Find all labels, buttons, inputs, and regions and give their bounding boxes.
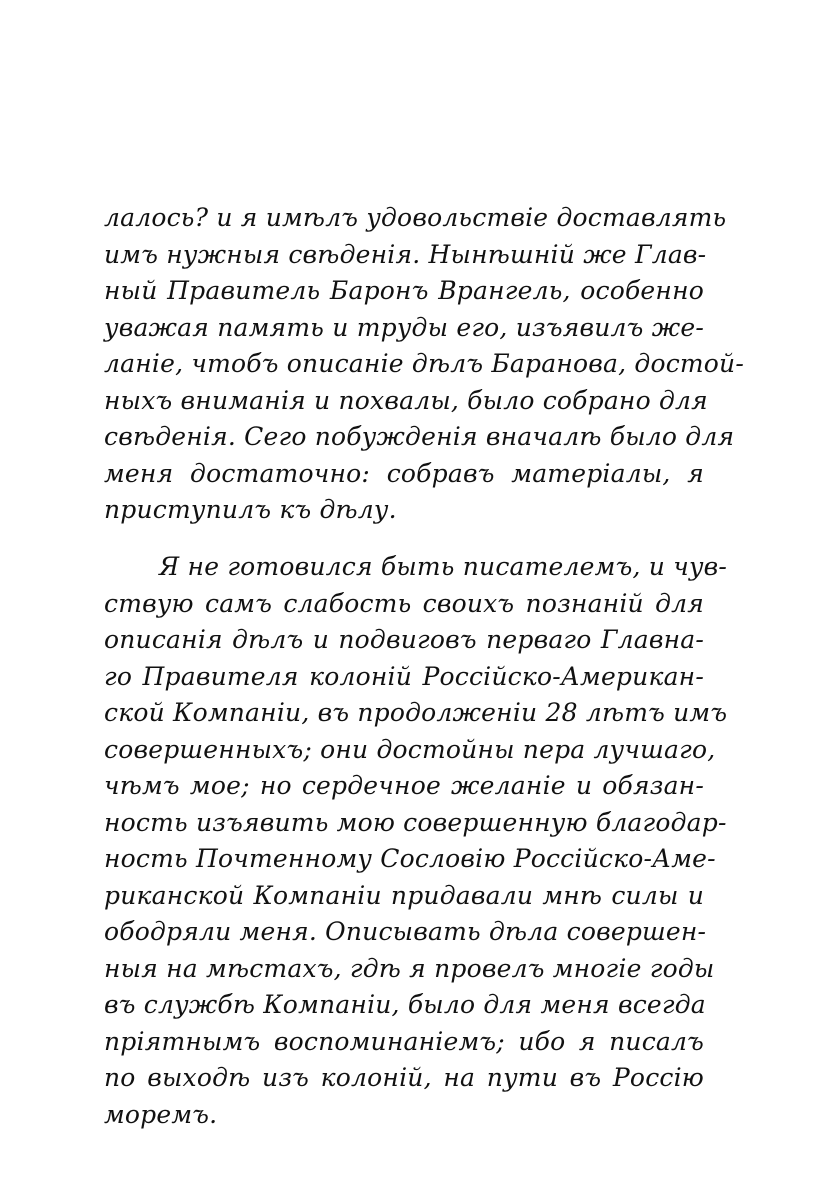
text-line: лалось? и я имѣлъ удовольствіе доставлять bbox=[104, 203, 727, 232]
text-line: ныя на мѣстахъ, гдѣ я провелъ многіе годы bbox=[104, 953, 715, 983]
text-line: свѣденія. Сего побужденія вначалѣ было для bbox=[104, 422, 735, 451]
text-line: имъ нужныя свѣденія. Нынѣшній же Глав- bbox=[104, 239, 707, 269]
text-line: приступилъ къ дѣлу. bbox=[104, 495, 397, 524]
text-line: ободряли меня. Описывать дѣла совершен- bbox=[104, 917, 707, 946]
text-line: моремъ. bbox=[104, 1099, 218, 1129]
text-line: уважая память и труды его, изъявилъ же- bbox=[104, 312, 704, 342]
text-line: го Правителя колоній Россійско-Американ- bbox=[104, 661, 704, 691]
text-line: ствую самъ слабость своихъ познаній для bbox=[104, 588, 704, 618]
text-line: по выходѣ изъ колоній, на пути въ Россію bbox=[104, 1063, 704, 1092]
paragraph-2 bbox=[104, 549, 728, 1133]
text-line: ныхъ вниманія и похвалы, было собрано для bbox=[104, 385, 708, 415]
text-line: ской Компаніи, въ продолженіи 28 лѣтъ имъ bbox=[104, 698, 728, 727]
paragraph-1 bbox=[104, 200, 745, 529]
text-line: ность изъявить мою совершенную благодар- bbox=[104, 807, 727, 837]
text-line: чѣмъ мое; но сердечное желаніе и обязан- bbox=[104, 771, 704, 800]
text-line: риканской Компаніи придавали мнѣ силы и bbox=[104, 880, 704, 910]
text-line: описанія дѣлъ и подвиговъ перваго Главна- bbox=[104, 625, 704, 654]
text-line: меня достаточно: собравъ матеріалы, я bbox=[104, 458, 704, 488]
text-line: въ службѣ Компаніи, было для меня всегда bbox=[104, 990, 706, 1019]
text-line: ность Почтенному Сословію Россійско-Аме- bbox=[104, 844, 716, 873]
text-line: ланіе, чтобъ описаніе дѣлъ Баранова, достой- bbox=[104, 349, 745, 378]
text-line-indented: Я не готовился быть писателемъ, и чув- bbox=[159, 552, 728, 581]
text-line: совершенныхъ; они достойны пера лучшаго, bbox=[104, 734, 716, 764]
text-line: пріятнымъ воспоминаніемъ; ибо я писалъ bbox=[104, 1026, 704, 1056]
text-line: ный Правитель Баронъ Врангель, особенно bbox=[104, 276, 704, 305]
